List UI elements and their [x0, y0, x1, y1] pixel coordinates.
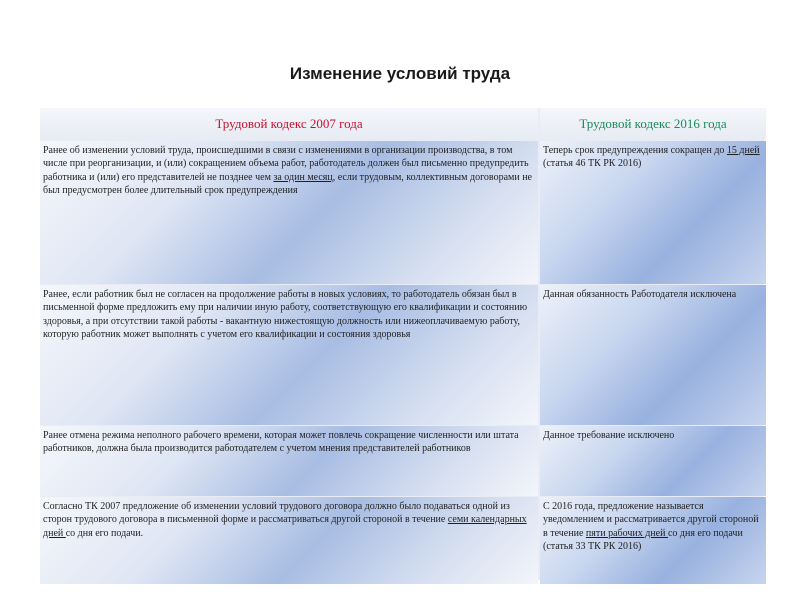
row1-tk-2016: Теперь срок предупреждения сокращен до 15 дней (статья 46 ТК РК 2016) [540, 141, 766, 284]
row2-tk-2016: Данная обязанность Работодателя исключена [540, 285, 766, 425]
header-tk-2016: Трудовой кодекс 2016 года [540, 108, 766, 140]
row1-tk-2007: Ранее об изменении условий труда, происшедшими в связи с изменениями в организации производства, в том числе при реорганизации, и (или) сокращением объема работ, работодатель должен был письменно предупредить работника и (или) его представителей не позднее чем за один месяц, если трудовым, коллективным договорами не был предусмотрен более длительный срок предупреждения [40, 141, 538, 284]
comparison-table [40, 108, 764, 580]
page-title: Изменение условий труда [289, 64, 511, 83]
header-tk-2007: Трудовой кодекс 2007 года [40, 108, 538, 140]
row4-tk-2007: Согласно ТК 2007 предложение об изменении условий трудового договора должно было подаваться одной из сторон трудового договора в письменной форме и рассматриваться другой стороной в течение семи календарных дней со дня его подачи. [40, 497, 538, 584]
row3-tk-2016: Данное требование исключено [540, 426, 766, 496]
row2-tk-2007: Ранее, если работник был не согласен на продолжение работы в новых условиях, то работодатель обязан был в письменной форме предложить ему при наличии иную работу, соответствующую его квалификации и состоянию здоровья, а при отсутствии такой работы - вакантную нижестоящую должность или нижеоплачиваемую работу, которую работник может выполнять с учетом его квалификации и состояния здоровья [40, 285, 538, 425]
row3-tk-2007: Ранее отмена режима неполного рабочего времени, которая может повлечь сокращение численности или штата работников, должна была производится работодателем с учетом мнения представителей работников [40, 426, 538, 496]
row4-tk-2016: С 2016 года, предложение называется уведомлением и рассматривается другой стороной в течение пяти рабочих дней со дня его подачи (статья 33 ТК РК 2016) [540, 497, 766, 584]
